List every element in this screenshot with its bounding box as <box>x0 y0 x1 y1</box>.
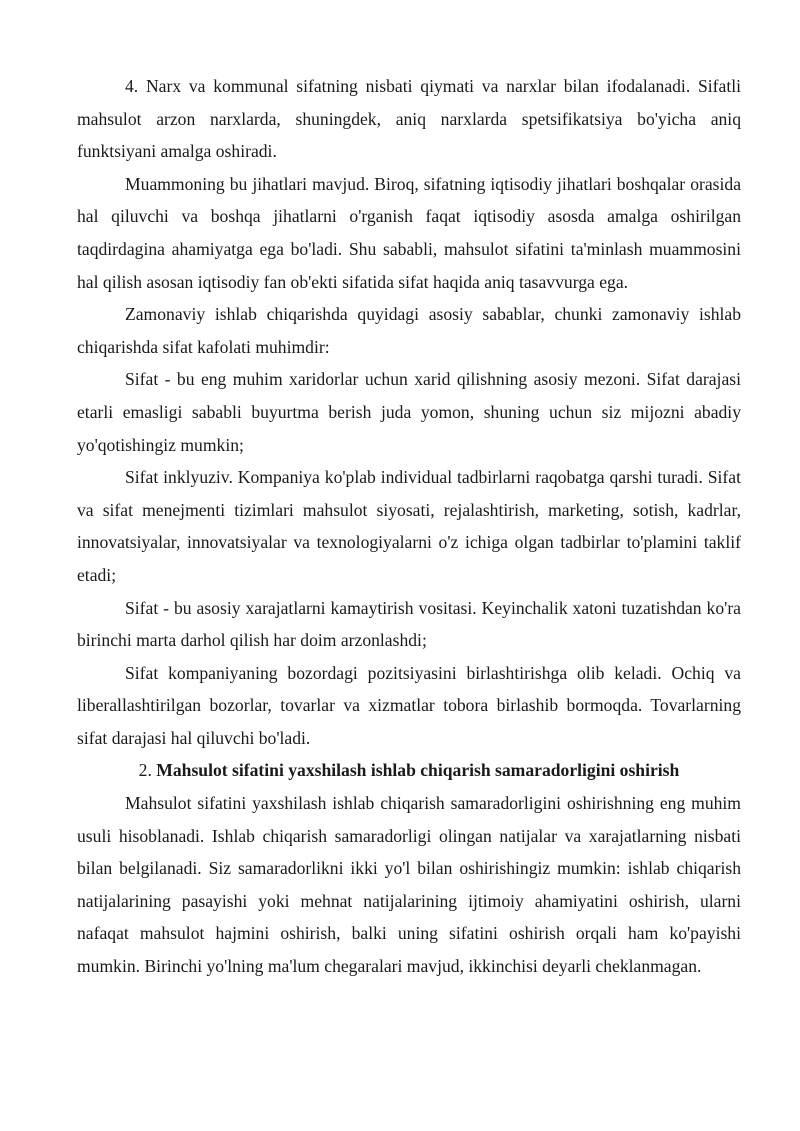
document-page <box>77 70 741 983</box>
paragraph-quality-criterion: Sifat - bu eng muhim xaridorlar uchun xarid qilishning asosiy mezoni. Sifat darajasi etarli emasligi sababli buyurtma berish juda yomon, shuning uchun siz mijozni abadiy yo'qotishingiz mumkin; <box>77 369 741 455</box>
section-title: Mahsulot sifatini yaxshilash ishlab chiqarish samaradorligini oshirish <box>156 760 680 781</box>
section-number: 2. <box>138 760 157 781</box>
paragraph-price-quality: 4. Narx va kommunal sifatning nisbati qiymati va narxlar bilan ifodalanadi. Sifatli mahsulot arzon narxlarda, shuningdek, aniq narxlarda spetsifikatsiya bo'yicha aniq funktsiyani amalga oshiradi. <box>77 76 741 162</box>
section-heading <box>77 754 741 787</box>
paragraph-economic-aspects: Muammoning bu jihatlari mavjud. Biroq, sifatning iqtisodiy jihatlari boshqalar orasida hal qiluvchi va boshqa jihatlarni o'rganish faqat iqtisodiy asosda amalga oshirilgan taqdirdagina ahamiyatga ega bo'ladi. Shu sababli, mahsulot sifatini ta'minlash muammosini hal qilish asosan iqtisodiy fan ob'ekti sifatida sifat haqida aniq tasavvurga ega. <box>77 173 741 292</box>
paragraph-cost-reduction: Sifat - bu asosiy xarajatlarni kamaytirish vositasi. Keyinchalik xatoni tuzatishdan ko'ra birinchi marta darhol qilish har doim arzonlashdi; <box>77 597 741 651</box>
paragraph-market-position: Sifat kompaniyaning bozordagi pozitsiyasini birlashtirishga olib keladi. Ochiq va liberallashtirilgan bozorlar, tovarlar va xizmatlar tobora birlashib bormoqda. Tovarlarning sifat darajasi hal qiluvchi bo'ladi. <box>77 662 741 748</box>
paragraph-efficiency: Mahsulot sifatini yaxshilash ishlab chiqarish samaradorligini oshirishning eng muhim usuli hisoblanadi. Ishlab chiqarish samaradorligi olingan natijalar va xarajatlarning nisbati bilan belgilanadi. Siz samaradorlikni ikki yo'l bilan oshirishingiz mumkin: ishlab chiqarish natijalarining pasayishi yoki mehnat natijalarining ijtimoiy ahamiyatini oshirish, ularni nafaqat mahsulot hajmini oshirish, balki uning sifatini oshirish orqali ham ko'payishi mumkin. Birinchi yo'lning ma'lum chegaralari mavjud, ikkinchisi deyarli cheklanmagan. <box>77 793 741 977</box>
paragraph-reasons-intro: Zamonaviy ishlab chiqarishda quyidagi asosiy sabablar, chunki zamonaviy ishlab chiqarishda sifat kafolati muhimdir: <box>77 304 741 357</box>
paragraph-quality-inclusive: Sifat inklyuziv. Kompaniya ko'plab individual tadbirlarni raqobatga qarshi turadi. Sifat va sifat menejmenti tizimlari mahsulot siyosati, rejalashtirish, marketing, sotish, kadrlar, innovatsiyalar, innovatsiyalar va texnologiyalarni o'z ichiga olgan tadbirlar to'plamini taklif etadi; <box>77 467 741 585</box>
